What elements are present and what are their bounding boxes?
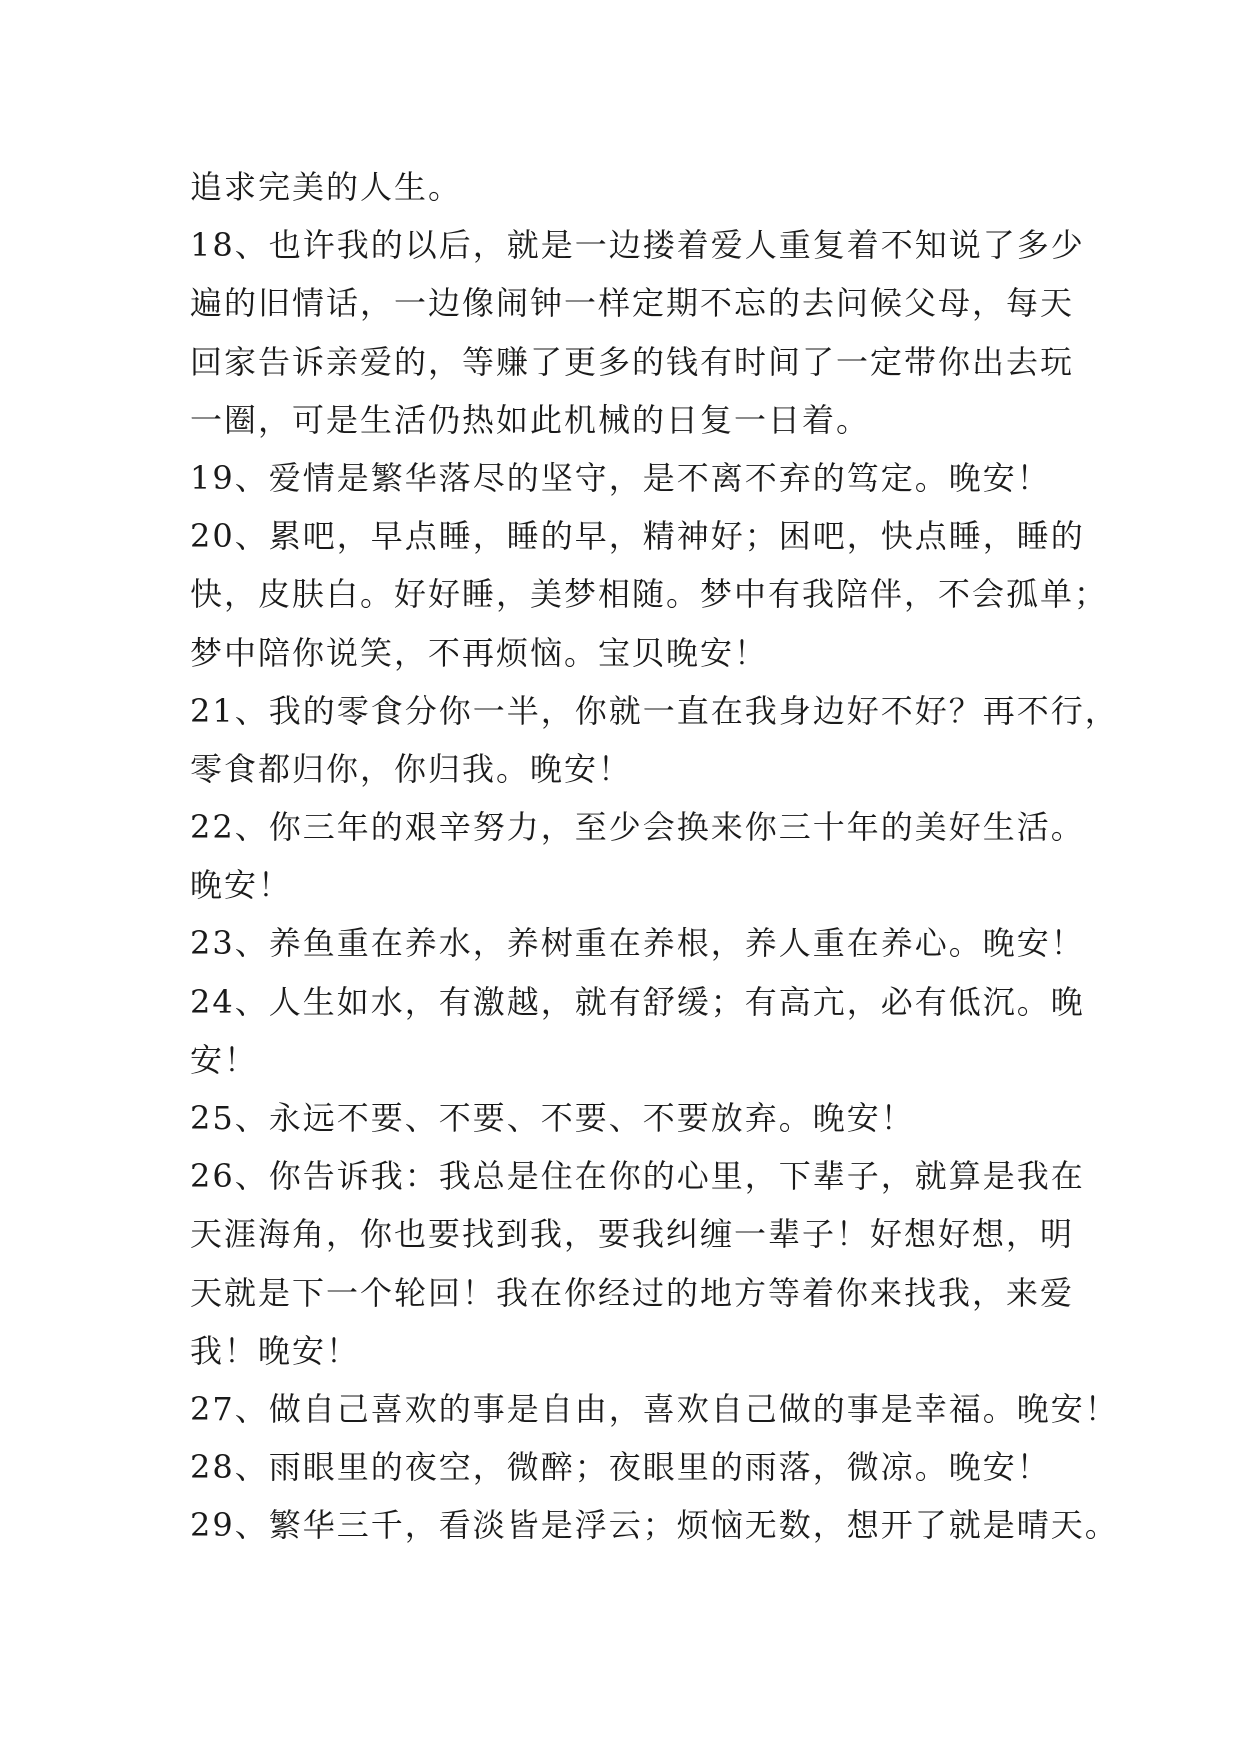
text-line: 26、你告诉我：我总是住在你的心里，下辈子，就算是我在 [190, 1157, 1085, 1196]
text-line: 29、繁华三千，看淡皆是浮云；烦恼无数，想开了就是晴天。 [190, 1506, 1119, 1545]
text-line: 遍的旧情话，一边像闹钟一样定期不忘的去问候父母，每天 [190, 284, 1075, 323]
text-line: 27、做自己喜欢的事是自由，喜欢自己做的事是幸福。晚安！ [190, 1389, 1119, 1428]
text-line: 快，皮肤白。好好睡，美梦相随。梦中有我陪伴，不会孤单； [190, 575, 1109, 614]
text-line: 安！ [190, 1040, 259, 1079]
text-line: 回家告诉亲爱的，等赚了更多的钱有时间了一定带你出去玩 [190, 342, 1075, 381]
text-line: 25、永远不要、不要、不要、不要放弃。晚安！ [190, 1099, 915, 1137]
text-line: 23、养鱼重在养水，养树重在养根，养人重在养心。晚安！ [190, 924, 1085, 963]
text-line: 24、人生如水，有激越，就有舒缓；有高亢，必有低沉。晚 [190, 982, 1085, 1021]
text-line: 22、你三年的艰辛努力，至少会换来你三十年的美好生活。 [190, 808, 1085, 847]
text-line: 一圈，可是生活仍热如此机械的日复一日着。 [190, 400, 871, 439]
body-text [190, 158, 1119, 1555]
text-line: 20、累吧，早点睡，睡的早，精神好；困吧，快点睡，睡的 [190, 517, 1085, 556]
text-line: 晚安！ [190, 866, 293, 905]
text-line: 18、也许我的以后，就是一边搂着爱人重复着不知说了多少 [190, 226, 1085, 265]
text-line: 梦中陪你说笑，不再烦恼。宝贝晚安！ [190, 633, 769, 672]
text-line: 21、我的零食分你一半，你就一直在我身边好不好？再不行， [190, 691, 1119, 730]
text-line: 28、雨眼里的夜空，微醉；夜眼里的雨落，微凉。晚安！ [190, 1448, 1051, 1487]
text-line: 天就是下一个轮回！我在你经过的地方等着你来找我，来爱 [190, 1273, 1075, 1312]
text-line: 我！晚安！ [190, 1331, 361, 1370]
text-line: 零食都归你，你归我。晚安！ [190, 749, 633, 788]
text-line: 追求完美的人生。 [190, 168, 463, 206]
text-line: 19、爱情是繁华落尽的坚守，是不离不弃的笃定。晚安！ [190, 458, 1051, 497]
text-line: 天涯海角，你也要找到我，要我纠缠一辈子！好想好想，明 [190, 1215, 1075, 1254]
